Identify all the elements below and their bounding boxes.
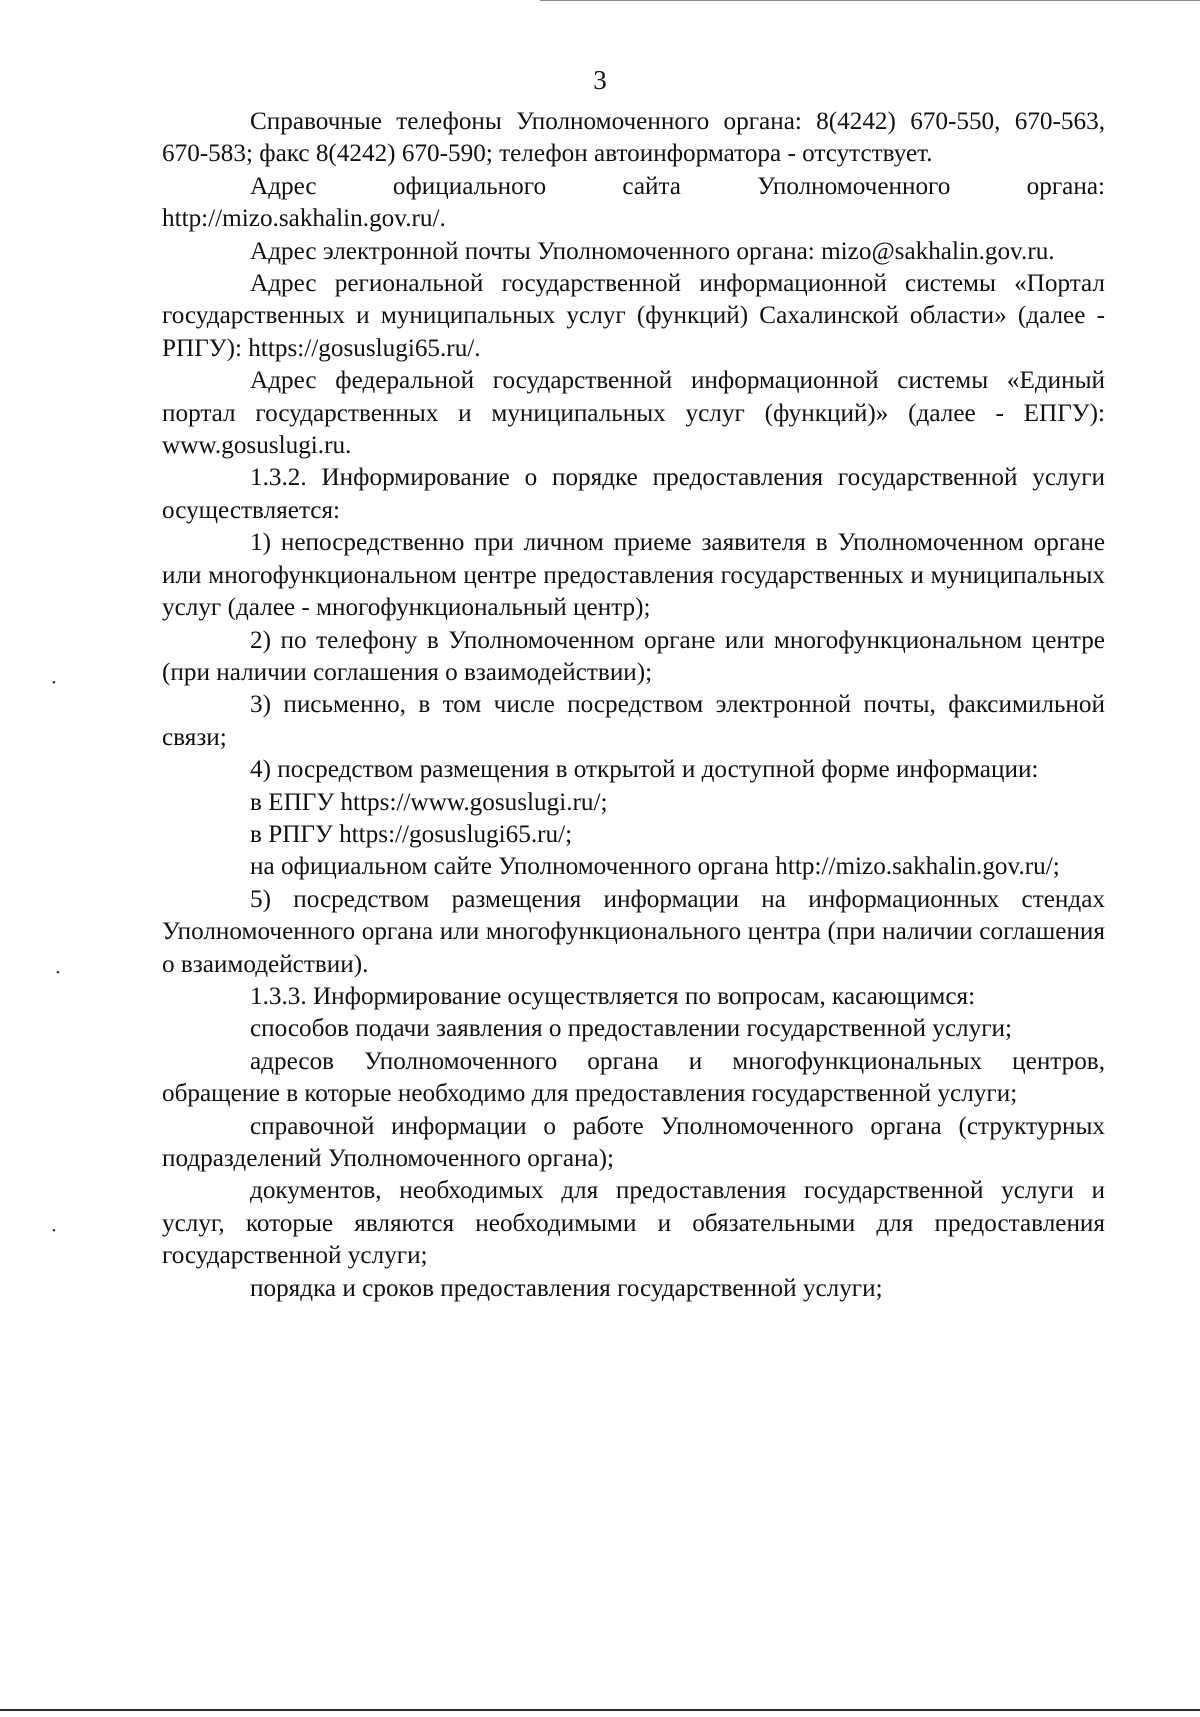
paragraph-reference-phones: Справочные телефоны Уполномоченного органа: 8(4242) 670-550, 670-563, 670-583; факс 8(4242) 670-590; телефон автоинформатора - отсутствует.: [162, 108, 1105, 168]
scan-speck: •: [56, 967, 60, 979]
scan-speck: •: [52, 677, 56, 689]
paragraph-rpgu: Адрес региональной государственной информационной системы «Портал государственных и муниципальных услуг (функций) Сахалинской области» (далее - РПГУ): https://gosuslugi65.ru/.: [162, 270, 1105, 362]
paragraph-official-site: Адрес официального сайта Уполномоченного органа: http://mizo.sakhalin.gov.ru/.: [162, 172, 1105, 233]
scan-edge-line-top: [540, 0, 1200, 1]
paragraph-1-3-2: 1.3.2. Информирование о порядке предоставления государственной услуги осуществляется:: [162, 464, 1105, 524]
list-item-3: 3) письменно, в том числе посредством электронной почты, факсимильной связи;: [162, 691, 1105, 751]
document-body: [162, 106, 1105, 1305]
topic-item-procedure-terms: порядка и сроков предоставления государственной услуги;: [250, 1274, 883, 1302]
sub-item-rpgu: в РПГУ https://gosuslugi65.ru/;: [250, 820, 573, 848]
list-item-2: 2) по телефону в Уполномоченном органе или многофункциональном центре (при наличии соглашения о взаимодействии);: [162, 626, 1105, 686]
page-number: 3: [593, 65, 607, 95]
topic-item-documents: документов, необходимых для предоставления государственной услуги и услуг, которые являются необходимыми и обязательными для предоставления государственной услуги;: [162, 1177, 1105, 1270]
sub-item-official-site: на официальном сайте Уполномоченного органа http://mizo.sakhalin.gov.ru/;: [250, 853, 1060, 881]
list-item-1: 1) непосредственно при личном приеме заявителя в Уполномоченном органе или многофункциональном центре предоставления государственных и муниципальных услуг (далее - многофункциональный центр);: [162, 529, 1105, 622]
topic-item-submission-methods: способов подачи заявления о предоставлении государственной услуги;: [250, 1015, 1013, 1043]
scan-speck: •: [52, 1225, 56, 1237]
list-item-4: 4) посредством размещения в открытой и доступной форме информации:: [250, 756, 1039, 784]
topic-item-reference-info: справочной информации о работе Уполномоченного органа (структурных подразделений Уполномоченного органа);: [162, 1112, 1105, 1172]
list-item-5: 5) посредством размещения информации на информационных стендах Уполномоченного органа или многофункционального центра (при наличии соглашения о взаимодействии).: [162, 885, 1105, 978]
paragraph-epgu: Адрес федеральной государственной информационной системы «Единый портал государственных и муниципальных услуг (функций)» (далее - ЕПГУ): www.gosuslugi.ru.: [162, 367, 1105, 460]
sub-item-epgu: в ЕПГУ https://www.gosuslugi.ru/;: [250, 788, 608, 816]
topic-item-addresses: адресов Уполномоченного органа и многофункциональных центров, обращение в которые необходимо для предоставления государственной услуги;: [162, 1047, 1105, 1108]
paragraph-1-3-3: 1.3.3. Информирование осуществляется по вопросам, касающимся:: [250, 982, 976, 1010]
scan-edge-line-bottom: [0, 1709, 1200, 1711]
paragraph-email: Адрес электронной почты Уполномоченного органа: mizo@sakhalin.gov.ru.: [250, 237, 1055, 265]
